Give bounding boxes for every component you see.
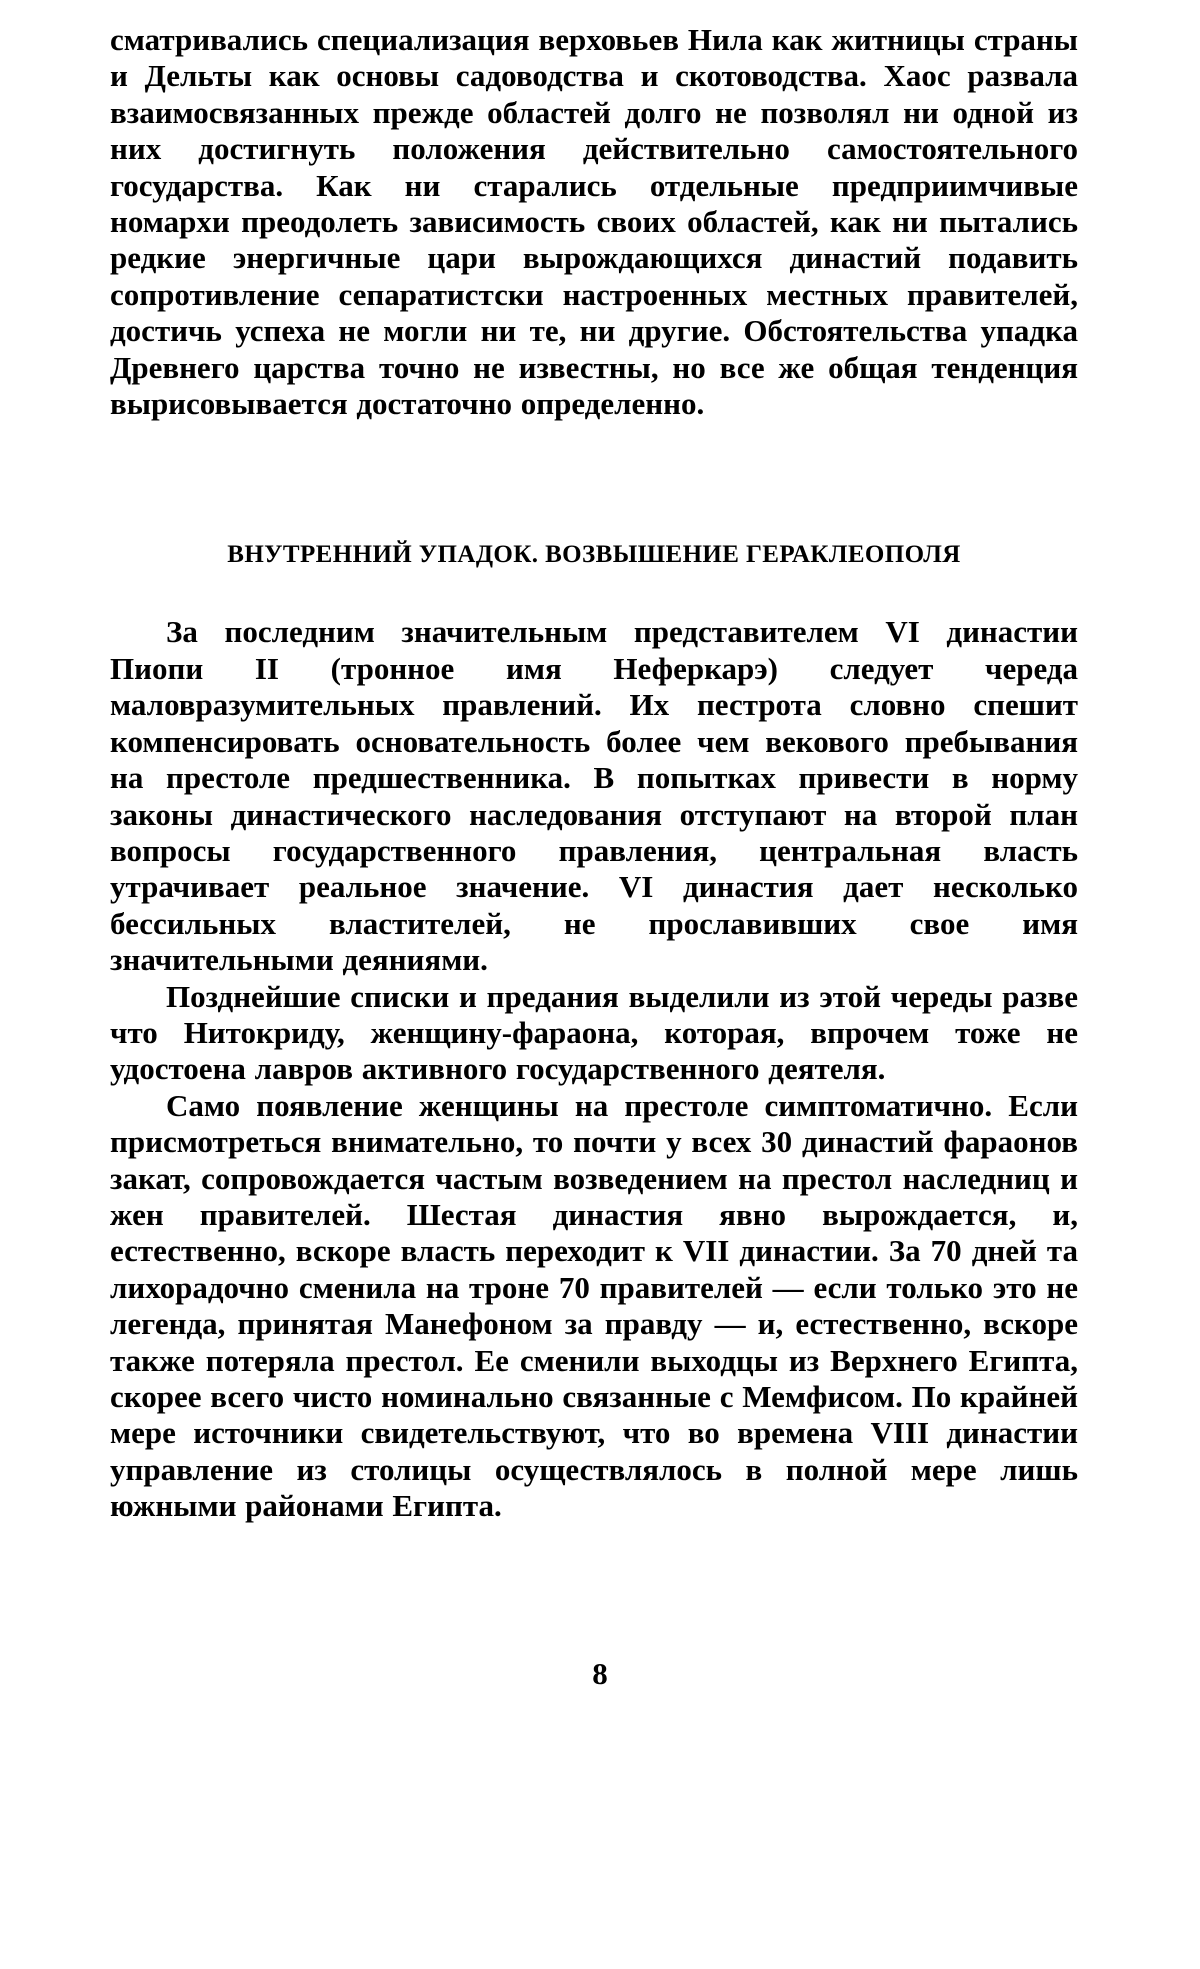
page-number: 8 [592,1656,608,1691]
intro-paragraph: сматривались специализация верховьев Нила как житницы страны и Дельты как основы садоводства и скотоводства. Хаос развала взаимосвязанных прежде областей долго не позволял ни одной из них достигнуть положения действительно самостоятельного государства. Как ни старались отдельные предприимчивые номархи преодолеть зависимость своих областей, как ни пытались редкие энергичные цари вырождающихся династий подавить сопротивление сепаратистски настроенных местных правителей, достичь успеха не могли ни те, ни другие. Обстоятельства упадка Древнего царства точно не известны, но все же общая тенденция вырисовывается достаточно определенно. [110,22,1078,422]
body-paragraph-2: Позднейшие списки и предания выделили из этой череды разве что Нитокриду, женщину-фараона, которая, впрочем тоже не удостоена лавров активного государственного деятеля. [110,978,1078,1087]
body-paragraph-3: Само появление женщины на престоле симптоматично. Если присмотреться внимательно, то почти у всех 30 династий фараонов закат, сопровождается частым возведением на престол наследниц и жен правителей. Шестая династия явно вырождается, и, естественно, вскоре власть переходит к VII династии. За 70 дней та лихорадочно сменила на троне 70 правителей — если только это не легенда, принятая Манефоном за правду — и, естественно, вскоре также потеряла престол. Ее сменили выходцы из Верхнего Египта, скорее всего чисто номинально связанные с Мемфисом. По крайней мере источники свидетельствуют, что во времена VIII династии управление из столицы осуществлялось в полной мере лишь южными районами Египта. [110,1087,1078,1524]
section-heading: ВНУТРЕННИЙ УПАДОК. ВОЗВЫШЕНИЕ ГЕРАКЛЕОПОЛЯ [227,541,961,569]
body-paragraph-1: За последним значительным представителем VI династии Пиопи II (тронное имя Неферкарэ) следует череда маловразумительных правлений. Их пестрота словно спешит компенсировать основательность более чем векового пребывания на престоле предшественника. В попытках привести в норму законы династического наследования отступают на второй план вопросы государственного правления, центральная власть утрачивает реальное значение. VI династия дает несколько бессильных властителей, не прославивших свое имя значительными деяниями. [110,614,1078,978]
book-page [110,22,1078,1525]
